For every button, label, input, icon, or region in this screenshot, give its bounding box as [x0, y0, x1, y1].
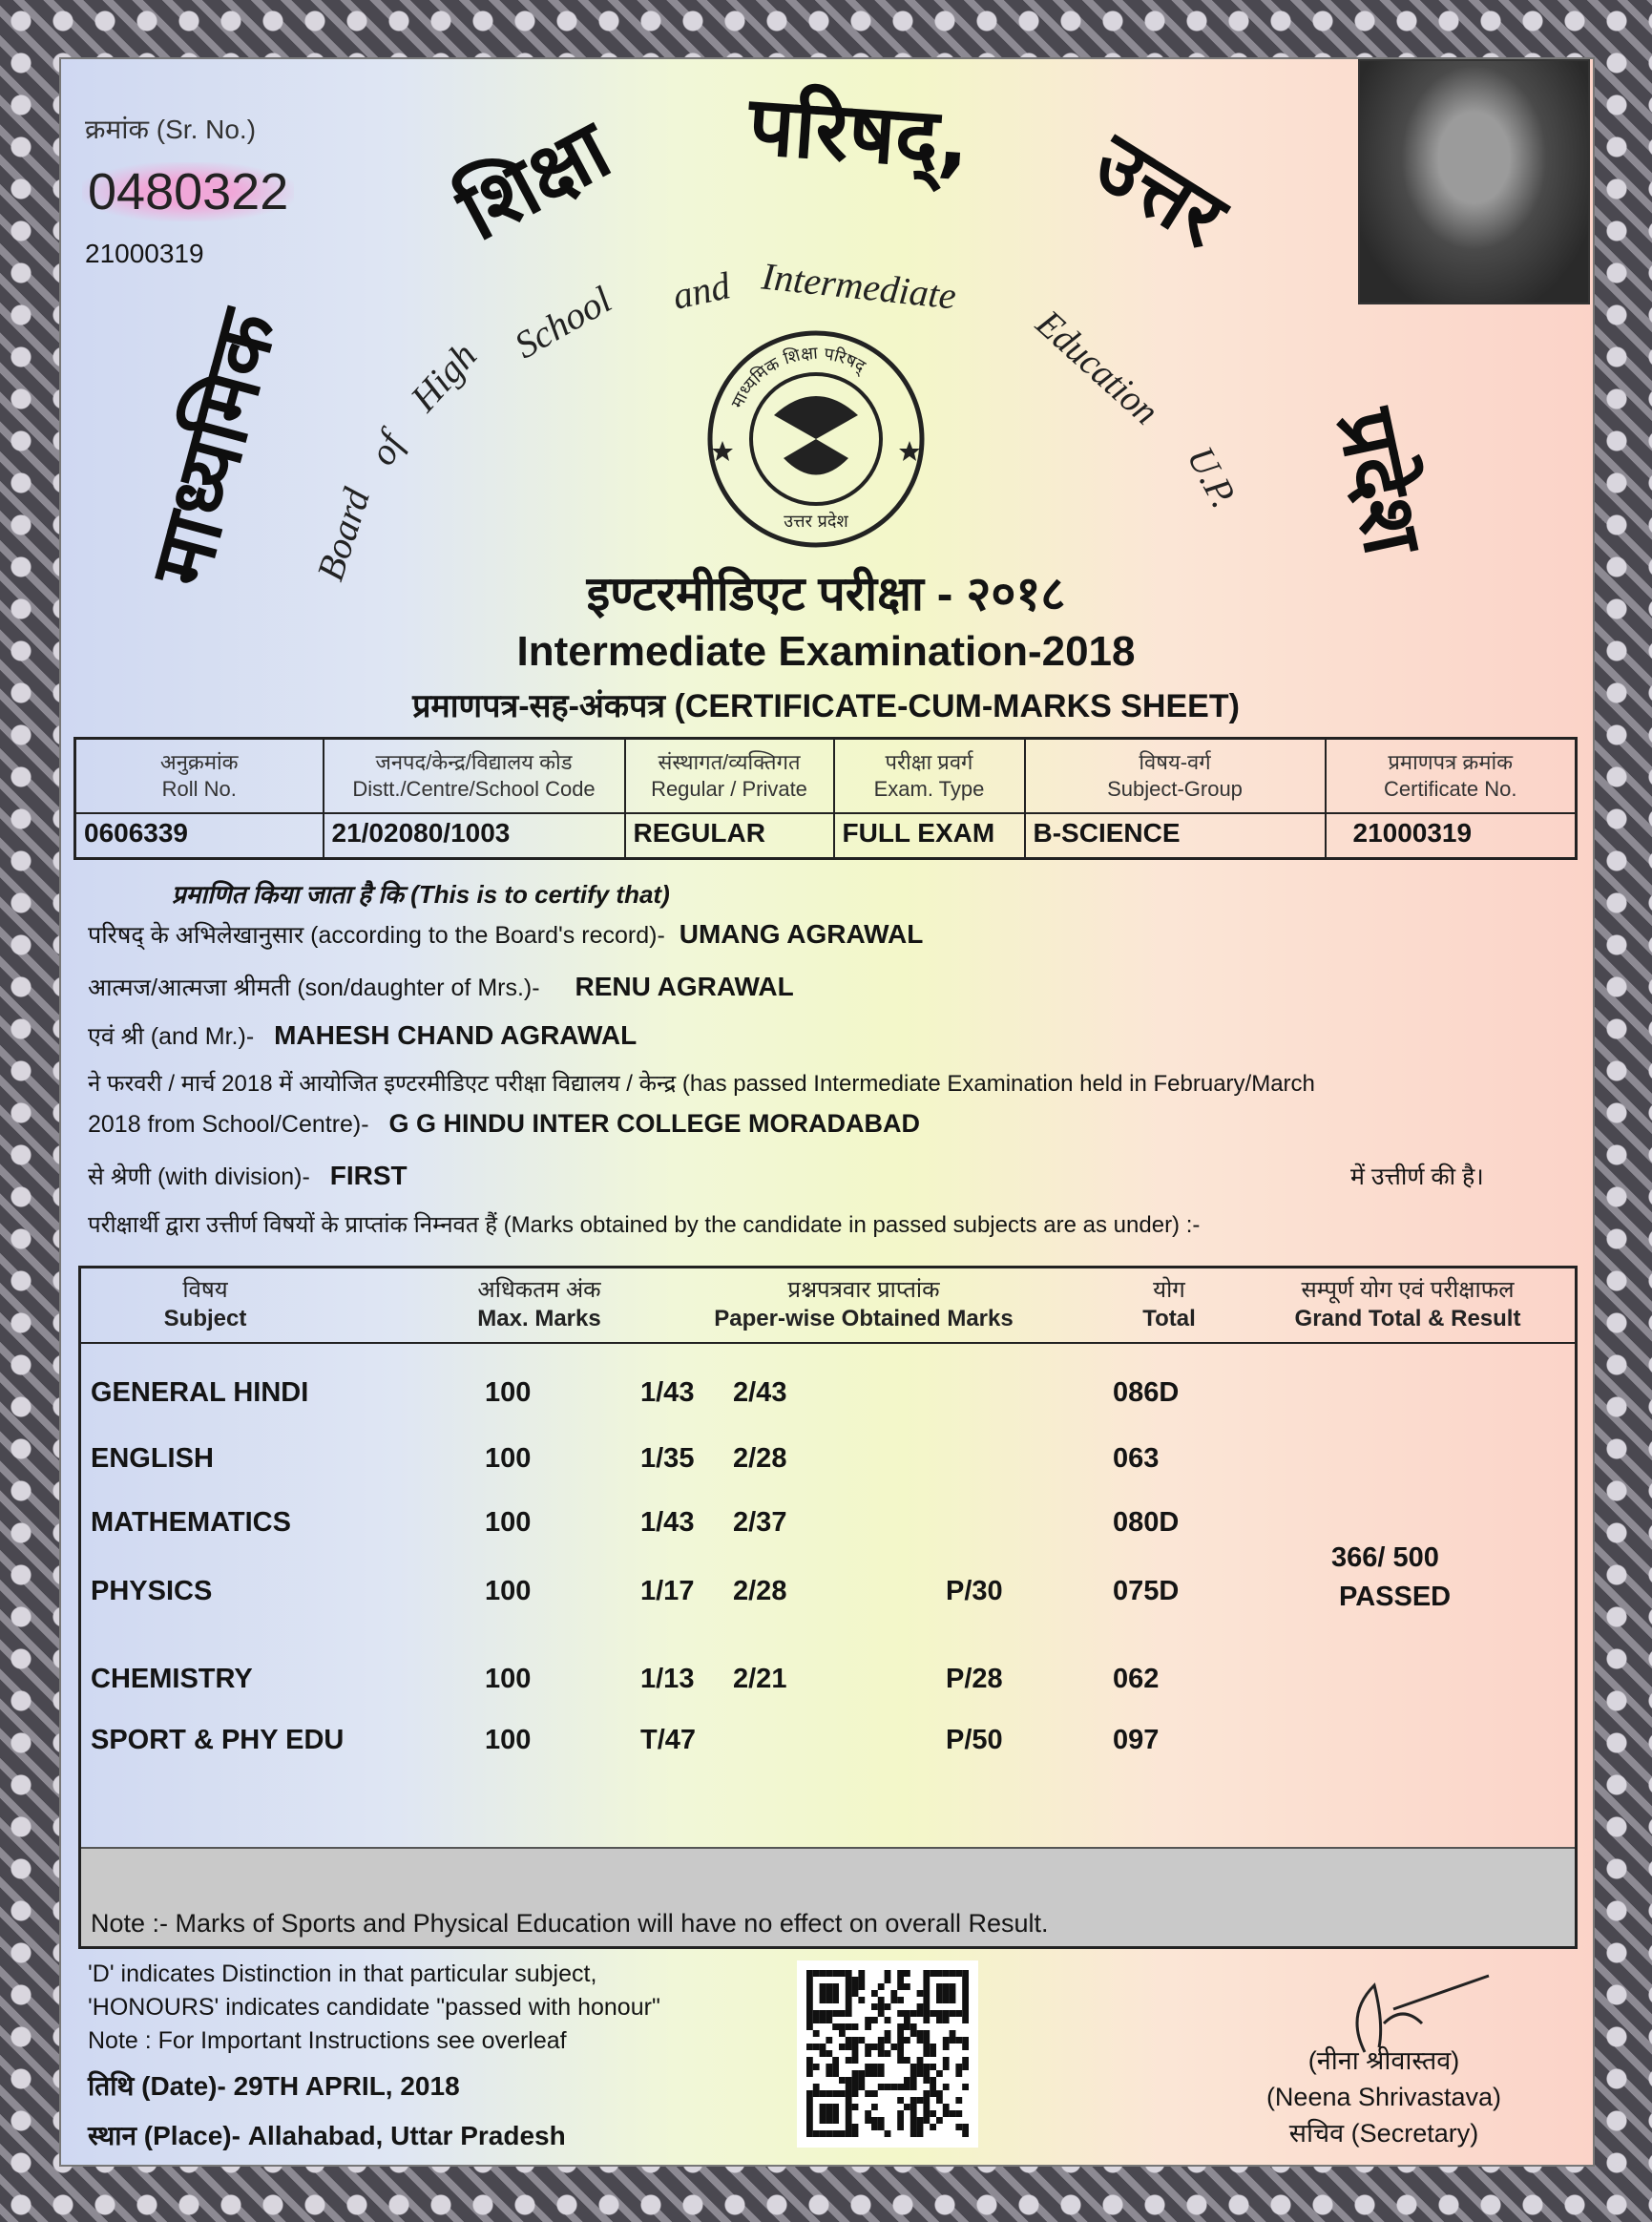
header-roll-no: अनुक्रमांक Roll No. [75, 739, 324, 813]
marks-p1: 1/35 [640, 1443, 695, 1474]
header-subject-group: विषय-वर्ग Subject-Group [1025, 739, 1326, 813]
header-paper-marks: प्रश्नपत्रवार प्राप्तांक Paper-wise Obtained Marks [714, 1277, 1014, 1331]
board-hindi-word: परिषद्, [745, 78, 972, 189]
header-certificate-no: प्रमाणपत्र क्रमांक Certificate No. [1326, 739, 1577, 813]
candidate-info-table [73, 737, 1578, 860]
note-band [81, 1847, 1575, 1946]
passed-line: ने फरवरी / मार्च 2018 में आयोजित इण्टरमीडिएट परीक्षा विद्यालय / केन्द्र (has passed Intermediate Examination held in February/March [88, 1071, 1315, 1097]
board-english-word: and [668, 263, 734, 318]
marks-p1: T/47 [640, 1725, 697, 1755]
roll-no-value: 0606339 [75, 813, 324, 859]
instructions-note: Note : For Important Instructions see overleaf [88, 2027, 567, 2054]
candidate-name: UMANG AGRAWAL [679, 919, 924, 949]
marks-p2: 2/21 [733, 1664, 787, 1694]
board-english-word: High [402, 333, 486, 420]
marks-intro: परीक्षार्थी द्वारा उत्तीर्ण विषयों के प्राप्तांक निम्नवत हैं (Marks obtained by the candidate in passed subjects are as under) :- [88, 1212, 1201, 1238]
father-name: MAHESH CHAND AGRAWAL [274, 1020, 638, 1050]
mother-line: आत्मज/आत्मजा श्रीमती (son/daughter of Mrs.)- RENU AGRAWAL [88, 972, 794, 1001]
certificate-no-value: 21000319 [1326, 813, 1577, 859]
marks-p2: 2/37 [733, 1507, 787, 1538]
board-english-word: of [360, 425, 412, 472]
star-icon [712, 441, 733, 461]
marks-p2: 2/28 [733, 1576, 787, 1606]
signatory-block [1231, 1995, 1537, 2151]
marks-subject: PHYSICS [91, 1576, 213, 1606]
grand-total: 366/ 500 [1331, 1542, 1439, 1573]
signatory-designation: सचिव (Secretary) [1288, 2119, 1479, 2148]
marks-table [78, 1266, 1578, 1949]
marks-total: 062 [1113, 1664, 1160, 1694]
marks-subject: CHEMISTRY [91, 1664, 253, 1694]
marks-p2: 2/28 [733, 1443, 787, 1474]
seal-bottom-text: उत्तर प्रदेश [784, 512, 848, 532]
distinction-legend: 'D' indicates Distinction in that particular subject, [88, 1960, 597, 1987]
overall-result: PASSED [1339, 1582, 1452, 1612]
school-name: G G HINDU INTER COLLEGE MORADABAD [388, 1109, 921, 1138]
regular-private-value: REGULAR [625, 813, 834, 859]
honours-legend: 'HONOURS' indicates candidate "passed with honour" [88, 1994, 660, 2021]
marks-p1: 1/43 [640, 1507, 695, 1538]
sports-note: Note :- Marks of Sports and Physical Education will have no effect on overall Result. [91, 1909, 1049, 1938]
qr-code [797, 1960, 978, 2148]
star-icon [899, 441, 920, 461]
marks-prac: P/50 [946, 1725, 1003, 1755]
marks-max: 100 [485, 1443, 532, 1474]
signatory-english: (Neena Shrivastava) [1265, 2083, 1502, 2111]
board-english-word: U.P. [1179, 439, 1246, 515]
marks-total: 063 [1113, 1443, 1160, 1474]
board-english-word: Board [307, 483, 379, 586]
student-photo [1358, 59, 1590, 304]
document-type: प्रमाणपत्र-सह-अंकपत्र (CERTIFICATE-CUM-MARKS SHEET) [412, 688, 1240, 724]
board-hindi-word: प्रदेश [1317, 401, 1441, 563]
marks-total: 080D [1113, 1507, 1180, 1538]
exam-english-title: Intermediate Examination-2018 [516, 628, 1136, 675]
father-line: एवं श्री (and Mr.)- MAHESH CHAND AGRAWAL [88, 1020, 638, 1050]
serial-number: 0480322 [82, 162, 294, 221]
name-line: परिषद् के अभिलेखानुसार (according to the Board's record)- UMANG AGRAWAL [88, 919, 924, 949]
marks-p2: 2/43 [733, 1377, 787, 1408]
date-line: तिथि (Date)- 29TH APRIL, 2018 [88, 2071, 460, 2101]
issue-place: Allahabad, Uttar Pradesh [247, 2121, 566, 2150]
marks-total: 086D [1113, 1377, 1180, 1408]
header-school-code: जनपद/केन्द्र/विद्यालय कोड Distt./Centre/School Code [324, 739, 625, 813]
header-max-marks: अधिकतम अंक Max. Marks [477, 1277, 601, 1331]
serial-code: 21000319 [85, 239, 204, 268]
subject-group-value: B-SCIENCE [1025, 813, 1326, 859]
board-hindi-word: शिक्षा [443, 103, 626, 260]
emblem-icon [774, 396, 858, 475]
marks-total: 075D [1113, 1576, 1180, 1606]
exam-type-value: FULL EXAM [834, 813, 1025, 859]
division-value: FIRST [329, 1161, 408, 1190]
board-english-word: Intermediate [760, 254, 959, 318]
marks-max: 100 [485, 1664, 532, 1694]
board-english-word: Education [1028, 301, 1168, 433]
marks-max: 100 [485, 1725, 532, 1755]
marks-max: 100 [485, 1377, 532, 1408]
serial-label: क्रमांक (Sr. No.) [85, 115, 257, 144]
header-regular-private: संस्थागत/व्यक्तिगत Regular / Private [625, 739, 834, 813]
header-exam-type: परीक्षा प्रवर्ग Exam. Type [834, 739, 1025, 813]
exam-hindi-title: इण्टरमीडिएट परीक्षा - २०१८ [586, 567, 1066, 620]
marks-max: 100 [485, 1576, 532, 1606]
marks-p1: 1/43 [640, 1377, 695, 1408]
seal-top-text: माध्यमिक शिक्षा परिषद् [727, 343, 869, 412]
marks-subject: SPORT & PHY EDU [91, 1725, 345, 1755]
marks-p1: 1/13 [640, 1664, 695, 1694]
marks-prac: P/28 [946, 1664, 1003, 1694]
signatory-hindi: (नीना श्रीवास्तव) [1307, 2046, 1460, 2075]
marks-max: 100 [485, 1507, 532, 1538]
issue-date: 29TH APRIL, 2018 [233, 2071, 460, 2101]
marks-subject: ENGLISH [91, 1443, 214, 1474]
mother-name: RENU AGRAWAL [575, 972, 794, 1001]
school-code-value: 21/02080/1003 [324, 813, 625, 859]
place-line: स्थान (Place)- Allahabad, Uttar Pradesh [88, 2121, 566, 2150]
header-subject: विषय Subject [163, 1277, 247, 1331]
marks-subject: GENERAL HINDI [91, 1377, 309, 1408]
division-suffix: में उत्तीर्ण की है। [1350, 1163, 1484, 1190]
marks-p1: 1/17 [640, 1576, 695, 1606]
marks-total: 097 [1113, 1725, 1160, 1755]
division-line: से श्रेणी (with division)- FIRST [88, 1161, 408, 1190]
school-line: 2018 from School/Centre)- G G HINDU INTER COLLEGE MORADABAD [88, 1109, 921, 1138]
board-english-word: School [507, 277, 619, 367]
marks-prac: P/30 [946, 1576, 1003, 1606]
board-hindi-word: उत्तर [1077, 115, 1242, 267]
marks-subject: MATHEMATICS [91, 1507, 291, 1538]
board-hindi-word: माध्यमिक [133, 302, 297, 596]
marks-table-header [81, 1268, 1575, 1344]
header-grand-total: सम्पूर्ण योग एवं परीक्षाफल Grand Total & Result [1294, 1277, 1521, 1331]
board-seal [701, 325, 931, 554]
header-total: योग Total [1142, 1277, 1196, 1331]
certify-intro: प्रमाणित किया जाता है कि (This is to certify that) [172, 880, 670, 909]
